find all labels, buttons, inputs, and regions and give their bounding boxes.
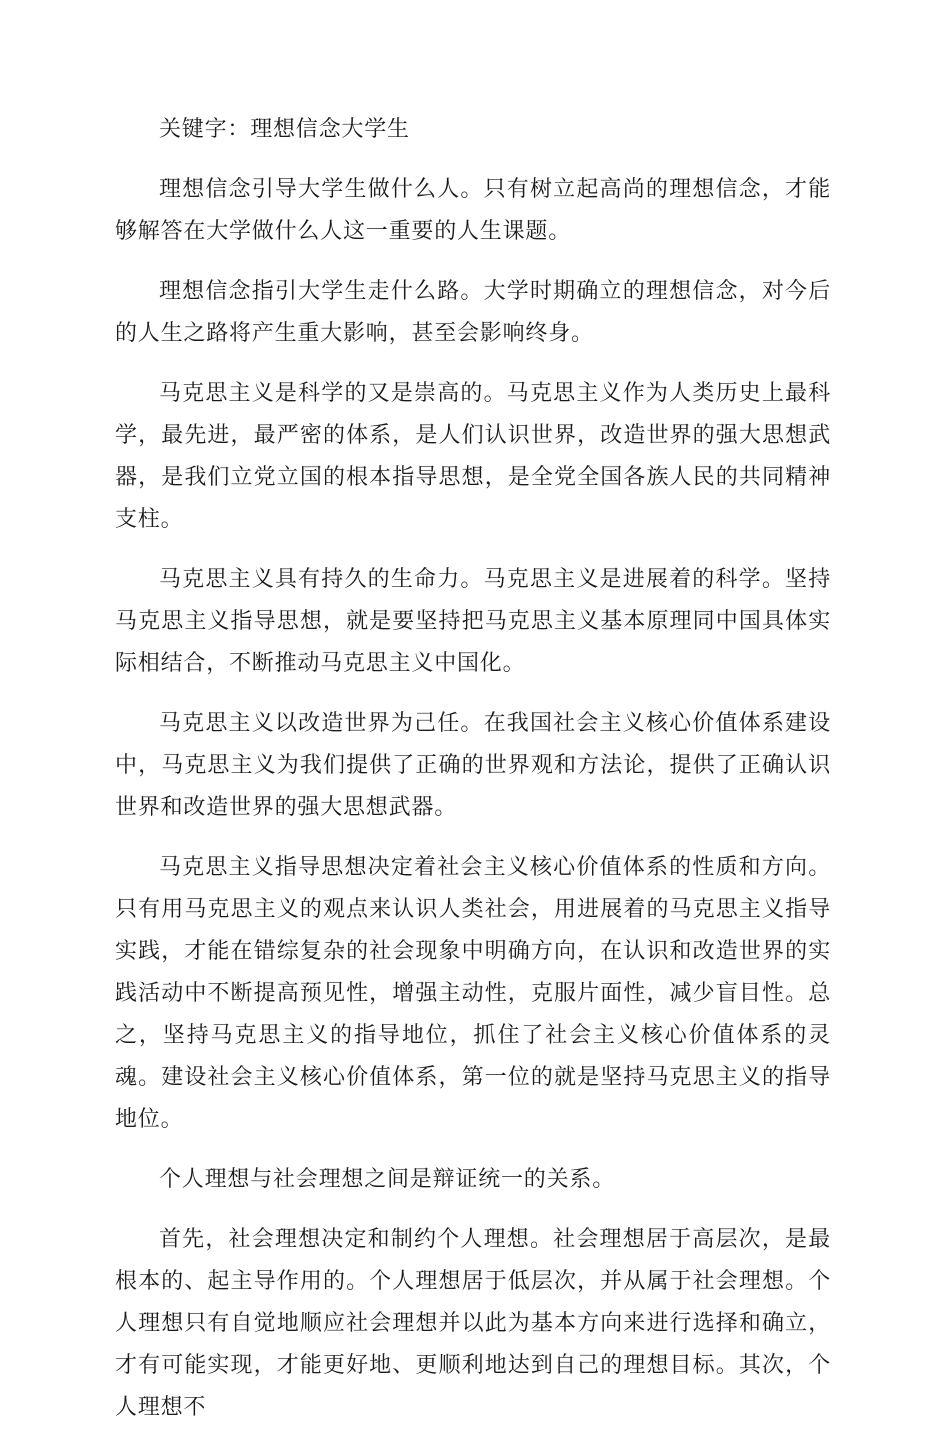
paragraph: 首先，社会理想决定和制约个人理想。社会理想居于高层次，是最根本的、起主导作用的。个人理想居于低层次，并从属于社会理想。个人理想只有自觉地顺应社会理想并以此为基本方向来进行选择和确立，才有可能实现，才能更好地、更顺利地达到自己的理想目标。其次，个人理想不	[115, 1227, 831, 1420]
document-body	[115, 109, 831, 1447]
keywords-line: 关键字：理想信念大学生	[159, 117, 410, 142]
paragraph: 理想信念引导大学生做什么人。只有树立起高尚的理想信念，才能够解答在大学做什么人这一重要的人生课题。	[115, 177, 831, 244]
paragraph: 个人理想与社会理想之间是辩证统一的关系。	[159, 1167, 616, 1192]
paragraph: 马克思主义具有持久的生命力。马克思主义是进展着的科学。坚持马克思主义指导思想，就是要坚持把马克思主义基本原理同中国具体实际相结合，不断推动马克思主义中国化。	[115, 567, 831, 676]
paragraph: 马克思主义以改造世界为己任。在我国社会主义核心价值体系建设中，马克思主义为我们提供了正确的世界观和方法论，提供了正确认识世界和改造世界的强大思想武器。	[115, 711, 831, 820]
paragraph: 理想信念指引大学生走什么路。大学时期确立的理想信念，对今后的人生之路将产生重大影响，甚至会影响终身。	[115, 279, 831, 346]
paragraph: 马克思主义是科学的又是崇高的。马克思主义作为人类历史上最科学，最先进，最严密的体系，是人们认识世界，改造世界的强大思想武器，是我们立党立国的根本指导思想，是全党全国各族人民的共同精神支柱。	[115, 381, 831, 532]
paragraph: 马克思主义指导思想决定着社会主义核心价值体系的性质和方向。只有用马克思主义的观点来认识人类社会，用进展着的马克思主义指导实践，才能在错综复杂的社会现象中明确方向，在认识和改造世界的实践活动中不断提高预见性，增强主动性，克服片面性，减少盲目性。总之，坚持马克思主义的指导地位，抓住了社会主义核心价值体系的灵魂。建设社会主义核心价值体系，第一位的就是坚持马克思主义的指导地位。	[115, 855, 831, 1132]
